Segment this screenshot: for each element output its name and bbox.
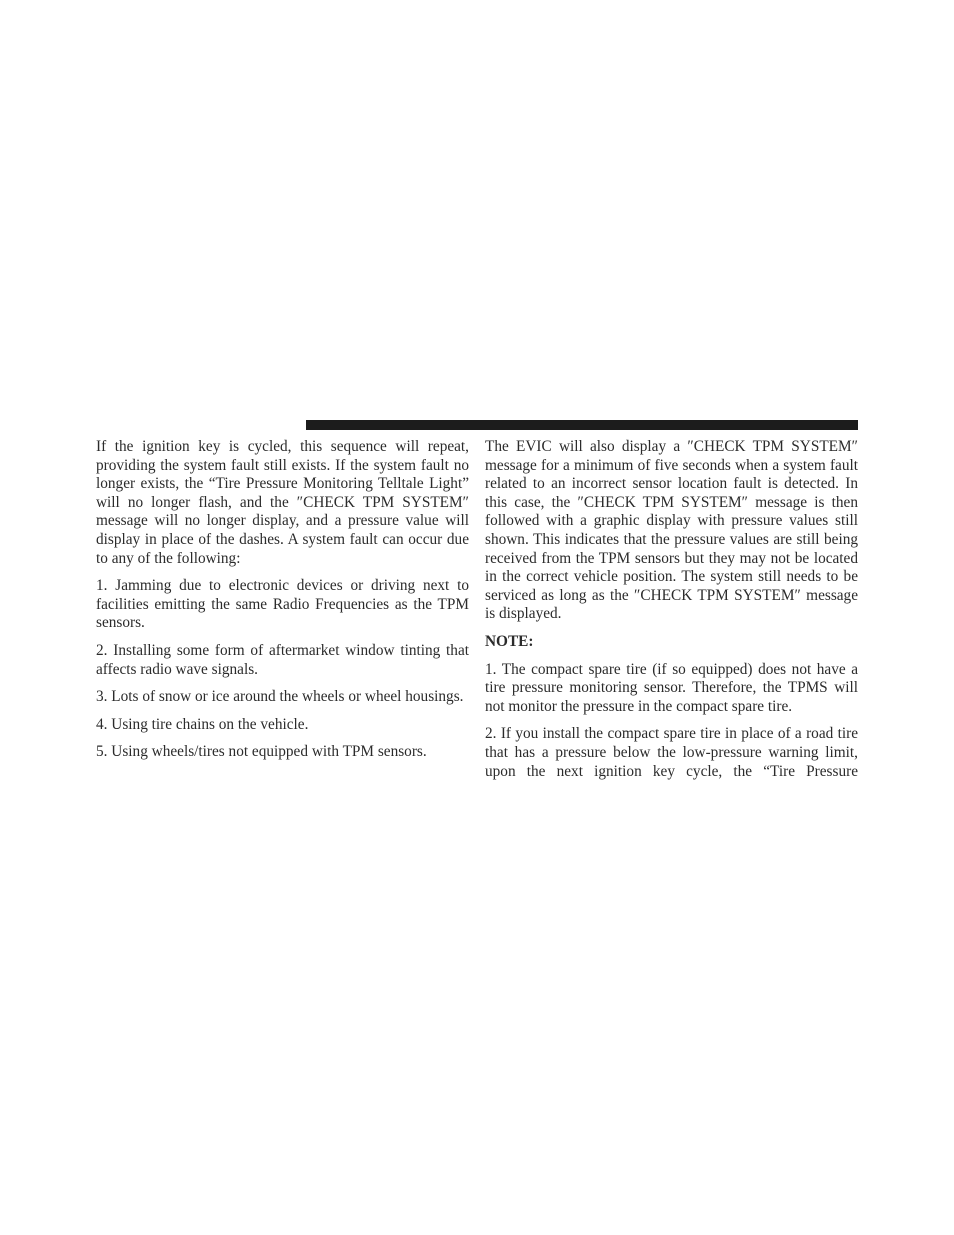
list-item: 2. Installing some form of aftermarket window tinting that affects radio wave signals. xyxy=(96,641,469,678)
right-column xyxy=(485,438,858,790)
list-item: 5. Using wheels/tires not equipped with TPM sensors. xyxy=(96,743,427,761)
left-column xyxy=(96,438,469,771)
note-item: 1. The compact spare tire (if so equipped) does not have a tire pressure monitoring sensor. Therefore, the TPMS will not monitor the pressure in the compact spare tire. xyxy=(485,660,858,715)
intro-paragraph: If the ignition key is cycled, this sequence will repeat, providing the system fault still exists. If the system fault no longer exists, the “Tire Pressure Monitoring Telltale Light” will no longer flash, and the ″CHECK TPM SYSTEM″ message will no longer display, and a pressure value will display in place of the dashes. A system fault can occur due to any of the following: xyxy=(96,438,469,567)
header-bar xyxy=(306,420,858,430)
evic-paragraph: The EVIC will also display a ″CHECK TPM SYSTEM″ message for a minimum of five seconds when a system fault related to an incorrect sensor location fault is detected. In this case, the ″CHECK TPM SYSTEM″ message is then followed with a graphic display with pressure values still shown. This indicates that the pressure values are still being received from the TPM sensors but they may not be located in the correct vehicle position. The system still needs to be serviced as long as the ″CHECK TPM SYSTEM″ message is displayed. xyxy=(485,438,858,623)
list-item: 3. Lots of snow or ice around the wheels or wheel housings. xyxy=(96,688,464,706)
list-item: 1. Jamming due to electronic devices or driving next to facilities emitting the same Radio Frequencies as the TPM sensors. xyxy=(96,577,469,632)
note-label: NOTE: xyxy=(485,632,534,650)
note-item: 2. If you install the compact spare tire in place of a road tire that has a pressure below the low-pressure warning limit, upon the next ignition key cycle, the “Tire Pressure xyxy=(485,725,858,780)
list-item: 4. Using tire chains on the vehicle. xyxy=(96,715,309,733)
